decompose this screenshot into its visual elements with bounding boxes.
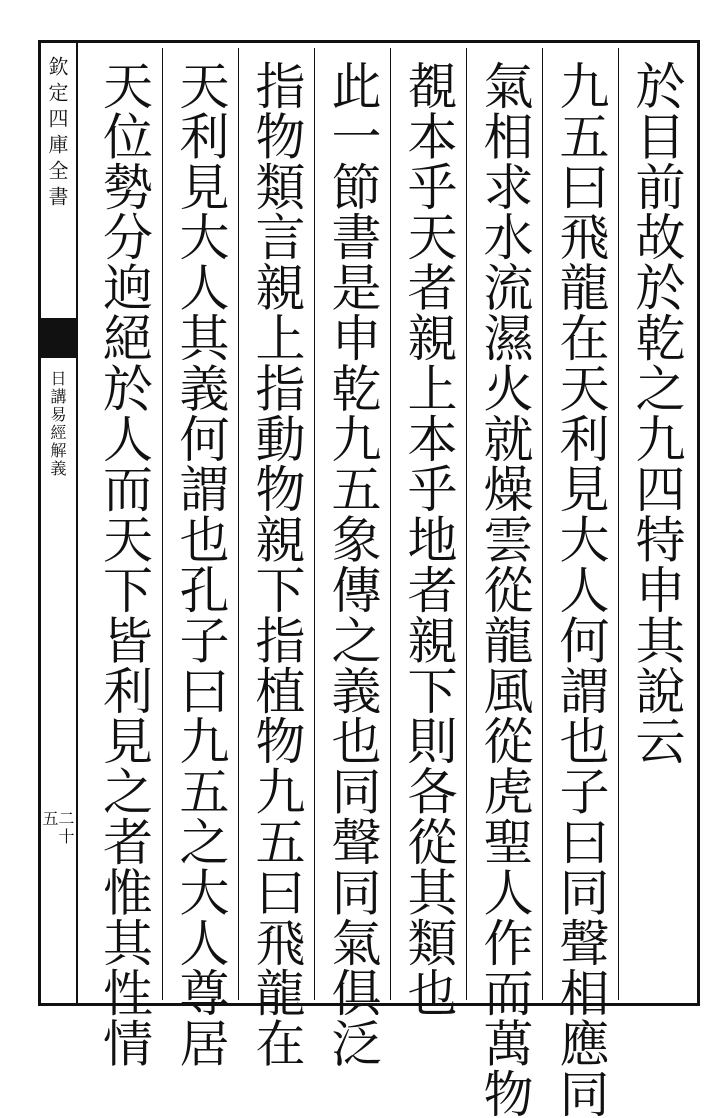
- text-column: 天利見大人其義何謂也孔子曰九五之大人尊居: [162, 48, 238, 1000]
- page-number: 二十五: [40, 810, 75, 846]
- fish-tail-mark: [38, 318, 76, 358]
- section-title: 日講易經解義: [48, 370, 67, 478]
- text-columns: [78, 48, 694, 1118]
- text-column: 氣相求水流濕火就燥雲從龍風從虎聖人作而萬物: [466, 48, 542, 1000]
- text-column: 九五曰飛龍在天利見大人何謂也子曰同聲相應同: [542, 48, 618, 1000]
- text-column: 此一節書是申乾九五象傳之義也同聲同氣俱泛: [314, 48, 390, 1000]
- text-column: 天位勢分逈絕於人而天下皆利見之者惟其性情: [95, 60, 153, 1068]
- book-title: 欽定四庫全書: [45, 56, 69, 212]
- text-column: 於目前故於乾之九四特申其說云: [618, 48, 694, 1000]
- margin-strip: [38, 40, 78, 1006]
- text-column: 覩本乎天者親上本乎地者親下則各從其類也: [390, 48, 466, 1000]
- text-column: 指物類言親上指動物親下指植物九五曰飛龍在: [238, 48, 314, 1000]
